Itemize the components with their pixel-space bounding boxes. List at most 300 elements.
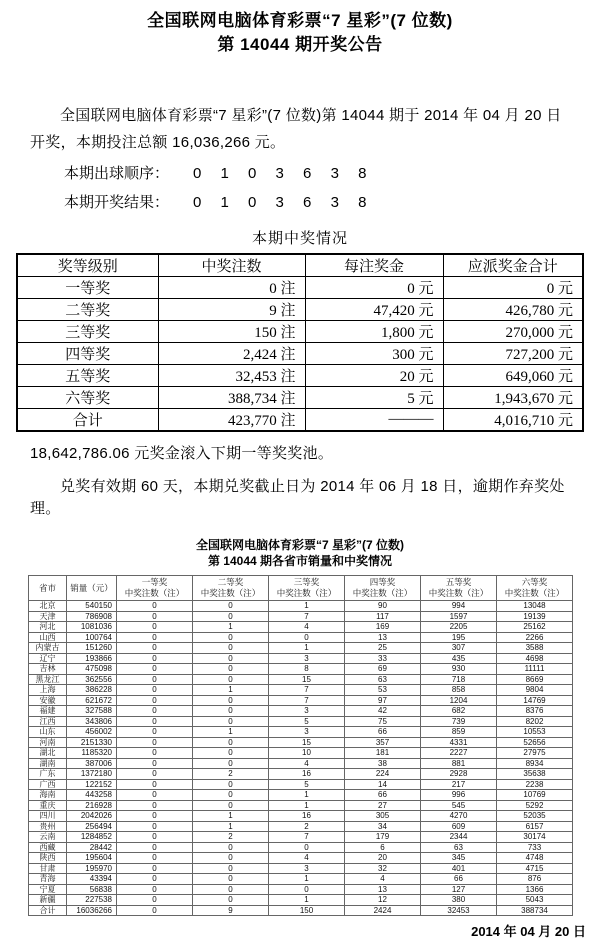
- province-cell: 内蒙古: [29, 643, 67, 654]
- province-cell: 5043: [497, 895, 573, 906]
- province-cell: 733: [497, 842, 573, 853]
- province-row: [29, 874, 573, 885]
- province-cell: 0: [193, 716, 269, 727]
- draw-result-line: [64, 192, 600, 214]
- province-cell: 881: [421, 758, 497, 769]
- province-cell: 52035: [497, 811, 573, 822]
- province-cell: 0: [269, 632, 345, 643]
- province-cell: 海南: [29, 790, 67, 801]
- province-cell: 0: [193, 758, 269, 769]
- province-cell: 179: [345, 832, 421, 843]
- province-cell: 0: [117, 884, 193, 895]
- province-cell: 52656: [497, 737, 573, 748]
- prize-cell: 二等奖: [17, 299, 158, 321]
- province-cell: 609: [421, 821, 497, 832]
- province-col-header: [421, 576, 497, 601]
- prize-cell: ———: [305, 409, 443, 432]
- province-col-header-line: 中奖注数（注）: [428, 588, 489, 598]
- province-col-header-line: 一等奖: [141, 577, 168, 587]
- province-row: [29, 895, 573, 906]
- province-cell: 100764: [67, 632, 117, 643]
- province-cell: 34: [345, 821, 421, 832]
- province-cell: 195: [421, 632, 497, 643]
- province-cell: 黑龙江: [29, 674, 67, 685]
- province-cell: 38: [345, 758, 421, 769]
- province-cell: 1366: [497, 884, 573, 895]
- province-cell: 10553: [497, 727, 573, 738]
- province-row: [29, 737, 573, 748]
- province-cell: 3: [269, 727, 345, 738]
- province-cell: 25162: [497, 622, 573, 633]
- province-cell: 35638: [497, 769, 573, 780]
- province-cell: 11111: [497, 664, 573, 675]
- province-row: [29, 727, 573, 738]
- province-cell: 0: [117, 653, 193, 664]
- prize-cell: 423,770 注: [158, 409, 305, 432]
- province-row: [29, 601, 573, 612]
- province-cell: 0: [117, 821, 193, 832]
- province-row: [29, 748, 573, 759]
- province-cell: 0: [117, 800, 193, 811]
- province-table-title-line2: 第 14044 期各省市销量和中奖情况: [207, 554, 393, 568]
- prize-cell: 0 元: [443, 277, 583, 299]
- prize-col-header: 每注奖金: [305, 254, 443, 277]
- province-cell: 5: [269, 779, 345, 790]
- province-cell: 1: [269, 643, 345, 654]
- province-cell: 0: [117, 769, 193, 780]
- province-cell: 327588: [67, 706, 117, 717]
- prize-table-title: 本期中奖情况: [251, 231, 348, 247]
- province-cell: 739: [421, 716, 497, 727]
- province-cell: 8202: [497, 716, 573, 727]
- province-cell: 4: [269, 622, 345, 633]
- province-table-title: [0, 537, 600, 569]
- province-cell: 2344: [421, 832, 497, 843]
- province-cell: 930: [421, 664, 497, 675]
- province-row: [29, 832, 573, 843]
- province-cell: 401: [421, 863, 497, 874]
- province-cell: 2928: [421, 769, 497, 780]
- province-cell: 13: [345, 632, 421, 643]
- province-cell: 0: [117, 895, 193, 906]
- province-cell: 9: [193, 905, 269, 916]
- province-cell: 0: [117, 611, 193, 622]
- province-cell: 227538: [67, 895, 117, 906]
- province-cell: 3588: [497, 643, 573, 654]
- prize-cell: 一等奖: [17, 277, 158, 299]
- province-cell: 广东: [29, 769, 67, 780]
- province-row: [29, 853, 573, 864]
- province-cell: 1: [269, 895, 345, 906]
- province-cell: 1372180: [67, 769, 117, 780]
- province-col-header: [29, 576, 67, 601]
- province-cell: 陕西: [29, 853, 67, 864]
- province-row: [29, 842, 573, 853]
- province-row: [29, 790, 573, 801]
- prize-cell: 32,453 注: [158, 365, 305, 387]
- province-cell: 1: [193, 727, 269, 738]
- province-cell: 0: [117, 716, 193, 727]
- rollover-text: 18,642,786.06 元奖金滚入下期一等奖奖池。: [30, 445, 334, 462]
- province-cell: 2266: [497, 632, 573, 643]
- province-cell: 786908: [67, 611, 117, 622]
- province-cell: 66: [345, 727, 421, 738]
- province-cell: 0: [193, 853, 269, 864]
- province-cell: 0: [193, 632, 269, 643]
- province-row: [29, 884, 573, 895]
- province-cell: 广西: [29, 779, 67, 790]
- province-cell: 5292: [497, 800, 573, 811]
- province-cell: 江西: [29, 716, 67, 727]
- province-row: [29, 821, 573, 832]
- province-cell: 1: [269, 874, 345, 885]
- province-cell: 0: [193, 800, 269, 811]
- province-cell: 1081036: [67, 622, 117, 633]
- province-row: [29, 769, 573, 780]
- province-cell: 4698: [497, 653, 573, 664]
- province-col-header-line: 中奖注数（注）: [276, 588, 337, 598]
- province-cell: 河南: [29, 737, 67, 748]
- province-cell: 0: [117, 706, 193, 717]
- province-cell: 7: [269, 832, 345, 843]
- province-cell: 117: [345, 611, 421, 622]
- province-cell: 贵州: [29, 821, 67, 832]
- province-cell: 0: [117, 737, 193, 748]
- province-cell: 33: [345, 653, 421, 664]
- province-cell: 12: [345, 895, 421, 906]
- province-cell: 876: [497, 874, 573, 885]
- footer-date: 2014 年 04 月 20 日: [471, 924, 586, 939]
- province-cell: 2: [193, 832, 269, 843]
- province-row: [29, 758, 573, 769]
- province-cell: 4270: [421, 811, 497, 822]
- province-cell: 1: [193, 811, 269, 822]
- province-cell: 天津: [29, 611, 67, 622]
- province-cell: 青海: [29, 874, 67, 885]
- province-cell: 63: [421, 842, 497, 853]
- province-cell: 4331: [421, 737, 497, 748]
- prize-cell: 426,780 元: [443, 299, 583, 321]
- prize-cell: 五等奖: [17, 365, 158, 387]
- draw-result-label: 本期开奖结果：: [64, 194, 170, 211]
- province-cell: 7: [269, 685, 345, 696]
- province-cell: 合计: [29, 905, 67, 916]
- prize-row: [17, 365, 583, 387]
- province-cell: 90: [345, 601, 421, 612]
- province-cell: 0: [117, 832, 193, 843]
- province-row: [29, 905, 573, 916]
- province-cell: 0: [193, 664, 269, 675]
- province-row: [29, 653, 573, 664]
- province-cell: 湖北: [29, 748, 67, 759]
- province-cell: 2205: [421, 622, 497, 633]
- province-cell: 1204: [421, 695, 497, 706]
- province-cell: 443258: [67, 790, 117, 801]
- province-cell: 181: [345, 748, 421, 759]
- province-cell: 0: [117, 790, 193, 801]
- province-cell: 169: [345, 622, 421, 633]
- province-cell: 0: [269, 884, 345, 895]
- prize-row: [17, 409, 583, 432]
- province-cell: 0: [117, 643, 193, 654]
- prize-row: [17, 387, 583, 409]
- province-cell: 30174: [497, 832, 573, 843]
- province-cell: 0: [117, 674, 193, 685]
- province-cell: 256494: [67, 821, 117, 832]
- prize-cell: 20 元: [305, 365, 443, 387]
- ball-order-label: 本期出球顺序：: [64, 165, 170, 182]
- prize-row: [17, 321, 583, 343]
- province-cell: 0: [193, 695, 269, 706]
- prize-cell: 4,016,710 元: [443, 409, 583, 432]
- province-cell: 345: [421, 853, 497, 864]
- province-row: [29, 811, 573, 822]
- prize-cell: 388,734 注: [158, 387, 305, 409]
- province-row: [29, 800, 573, 811]
- province-cell: 0: [193, 884, 269, 895]
- province-cell: 27: [345, 800, 421, 811]
- province-cell: 14769: [497, 695, 573, 706]
- province-cell: 15: [269, 737, 345, 748]
- province-table-header-row: [29, 576, 573, 601]
- province-cell: 127: [421, 884, 497, 895]
- prize-table: [16, 253, 584, 432]
- province-cell: 28442: [67, 842, 117, 853]
- province-cell: 217: [421, 779, 497, 790]
- draw-result-value: 0 1 0 3 6 3 8: [193, 194, 371, 211]
- province-col-header-line: 四等奖: [369, 577, 396, 587]
- province-cell: 25: [345, 643, 421, 654]
- province-cell: 10: [269, 748, 345, 759]
- prize-col-header: 应派奖金合计: [443, 254, 583, 277]
- redeem-text: 兑奖有效期 60 天，本期兑奖截止日为 2014 年 06 月 18 日，逾期作弃奖处理。: [30, 478, 565, 517]
- province-cell: 475098: [67, 664, 117, 675]
- province-row: [29, 622, 573, 633]
- province-cell: 0: [193, 611, 269, 622]
- province-cell: 0: [117, 811, 193, 822]
- prize-col-header: 中奖注数: [158, 254, 305, 277]
- doc-title-line1: 全国联网电脑体育彩票“7 星彩”(7 位数): [147, 11, 453, 30]
- province-cell: 1: [193, 821, 269, 832]
- province-cell: 224: [345, 769, 421, 780]
- province-cell: 0: [193, 643, 269, 654]
- province-cell: 456002: [67, 727, 117, 738]
- province-cell: 388734: [497, 905, 573, 916]
- province-cell: 0: [193, 779, 269, 790]
- prize-cell: 四等奖: [17, 343, 158, 365]
- province-cell: 8376: [497, 706, 573, 717]
- province-cell: 16: [269, 769, 345, 780]
- prize-row: [17, 343, 583, 365]
- prize-cell: 150 注: [158, 321, 305, 343]
- province-cell: 858: [421, 685, 497, 696]
- province-cell: 甘肃: [29, 863, 67, 874]
- prize-cell: 270,000 元: [443, 321, 583, 343]
- province-cell: 307: [421, 643, 497, 654]
- province-col-header-line: 二等奖: [217, 577, 244, 587]
- province-cell: 0: [193, 653, 269, 664]
- province-cell: 32: [345, 863, 421, 874]
- province-row: [29, 863, 573, 874]
- prize-cell: 9 注: [158, 299, 305, 321]
- province-row: [29, 674, 573, 685]
- province-cell: 994: [421, 601, 497, 612]
- prize-cell: 2,424 注: [158, 343, 305, 365]
- province-cell: 545: [421, 800, 497, 811]
- province-cell: 2: [193, 769, 269, 780]
- province-cell: 621672: [67, 695, 117, 706]
- province-cell: 43394: [67, 874, 117, 885]
- province-row: [29, 716, 573, 727]
- province-cell: 343806: [67, 716, 117, 727]
- province-cell: 8: [269, 664, 345, 675]
- province-cell: 682: [421, 706, 497, 717]
- province-cell: 3: [269, 653, 345, 664]
- province-cell: 安徽: [29, 695, 67, 706]
- province-col-header-line: 省市: [38, 582, 56, 593]
- province-cell: 362556: [67, 674, 117, 685]
- province-cell: 27975: [497, 748, 573, 759]
- province-row: [29, 611, 573, 622]
- prize-table-header-row: [17, 254, 583, 277]
- province-cell: 0: [193, 706, 269, 717]
- province-col-header: [269, 576, 345, 601]
- prize-cell: 1,943,670 元: [443, 387, 583, 409]
- province-cell: 4: [269, 758, 345, 769]
- province-cell: 195970: [67, 863, 117, 874]
- province-cell: 193866: [67, 653, 117, 664]
- province-col-header-line: 六等奖: [521, 577, 548, 587]
- province-col-header-line: 中奖注数（注）: [352, 588, 413, 598]
- province-col-header: [345, 576, 421, 601]
- province-cell: 6: [345, 842, 421, 853]
- province-cell: 0: [117, 758, 193, 769]
- province-row: [29, 706, 573, 717]
- province-cell: 0: [193, 748, 269, 759]
- province-cell: 7: [269, 695, 345, 706]
- province-col-header-line: 三等奖: [293, 577, 320, 587]
- province-cell: 13: [345, 884, 421, 895]
- province-cell: 8669: [497, 674, 573, 685]
- province-cell: 16036266: [67, 905, 117, 916]
- province-cell: 四川: [29, 811, 67, 822]
- prize-cell: 0 元: [305, 277, 443, 299]
- province-cell: 1185320: [67, 748, 117, 759]
- province-cell: 305: [345, 811, 421, 822]
- province-cell: 辽宁: [29, 653, 67, 664]
- province-cell: 386228: [67, 685, 117, 696]
- province-cell: 32453: [421, 905, 497, 916]
- province-cell: 山东: [29, 727, 67, 738]
- prize-cell: 649,060 元: [443, 365, 583, 387]
- province-cell: 20: [345, 853, 421, 864]
- province-cell: 8934: [497, 758, 573, 769]
- province-cell: 97: [345, 695, 421, 706]
- province-cell: 山西: [29, 632, 67, 643]
- province-col-header: [497, 576, 573, 601]
- province-cell: 3: [269, 706, 345, 717]
- province-cell: 0: [117, 601, 193, 612]
- province-cell: 63: [345, 674, 421, 685]
- prize-cell: 0 注: [158, 277, 305, 299]
- prize-cell: 六等奖: [17, 387, 158, 409]
- province-cell: 122152: [67, 779, 117, 790]
- province-cell: 0: [117, 863, 193, 874]
- province-cell: 10769: [497, 790, 573, 801]
- province-col-header-line: 五等奖: [445, 577, 472, 587]
- province-cell: 0: [117, 695, 193, 706]
- prize-col-header: 奖等级别: [17, 254, 158, 277]
- province-cell: 吉林: [29, 664, 67, 675]
- province-cell: 216928: [67, 800, 117, 811]
- province-col-header-line: 中奖注数（注）: [504, 588, 565, 598]
- province-cell: 湖南: [29, 758, 67, 769]
- province-cell: 2: [269, 821, 345, 832]
- province-cell: 435: [421, 653, 497, 664]
- province-cell: 15: [269, 674, 345, 685]
- province-row: [29, 695, 573, 706]
- province-cell: 6157: [497, 821, 573, 832]
- province-cell: 4748: [497, 853, 573, 864]
- province-cell: 上海: [29, 685, 67, 696]
- province-cell: 北京: [29, 601, 67, 612]
- province-col-header-line: 中奖注数（注）: [124, 588, 185, 598]
- province-table-title-line1: 全国联网电脑体育彩票“7 星彩”(7 位数): [195, 538, 404, 552]
- province-cell: 2238: [497, 779, 573, 790]
- province-cell: 2227: [421, 748, 497, 759]
- province-cell: 0: [193, 863, 269, 874]
- province-cell: 2042026: [67, 811, 117, 822]
- prize-cell: 47,420 元: [305, 299, 443, 321]
- province-cell: 5: [269, 716, 345, 727]
- province-cell: 0: [117, 727, 193, 738]
- prize-cell: 合计: [17, 409, 158, 432]
- doc-title-line2: 第 14044 期开奖公告: [217, 35, 383, 54]
- province-col-header-line: 中奖注数（注）: [200, 588, 261, 598]
- province-cell: 1284852: [67, 832, 117, 843]
- province-cell: 2151330: [67, 737, 117, 748]
- prize-row: [17, 299, 583, 321]
- province-row: [29, 643, 573, 654]
- province-cell: 69: [345, 664, 421, 675]
- province-cell: 新疆: [29, 895, 67, 906]
- province-table: [28, 575, 573, 916]
- prize-cell: 1,800 元: [305, 321, 443, 343]
- province-cell: 7: [269, 611, 345, 622]
- province-cell: 53: [345, 685, 421, 696]
- province-row: [29, 685, 573, 696]
- province-col-header: [67, 576, 117, 601]
- prize-cell: 727,200 元: [443, 343, 583, 365]
- province-cell: 1: [193, 622, 269, 633]
- province-cell: 0: [117, 632, 193, 643]
- province-cell: 0: [117, 905, 193, 916]
- province-cell: 0: [193, 874, 269, 885]
- province-cell: 42: [345, 706, 421, 717]
- province-cell: 718: [421, 674, 497, 685]
- province-cell: 重庆: [29, 800, 67, 811]
- province-cell: 0: [117, 842, 193, 853]
- prize-cell: 三等奖: [17, 321, 158, 343]
- province-cell: 380: [421, 895, 497, 906]
- province-cell: 1: [269, 790, 345, 801]
- province-cell: 4715: [497, 863, 573, 874]
- province-cell: 0: [117, 779, 193, 790]
- province-cell: 859: [421, 727, 497, 738]
- province-cell: 387006: [67, 758, 117, 769]
- intro-paragraph: 全国联网电脑体育彩票“7 星彩”(7 位数)第 14044 期于 2014 年 04 月 20 日开奖，本期投注总额 16,036,266 元。: [30, 107, 562, 151]
- province-cell: 66: [421, 874, 497, 885]
